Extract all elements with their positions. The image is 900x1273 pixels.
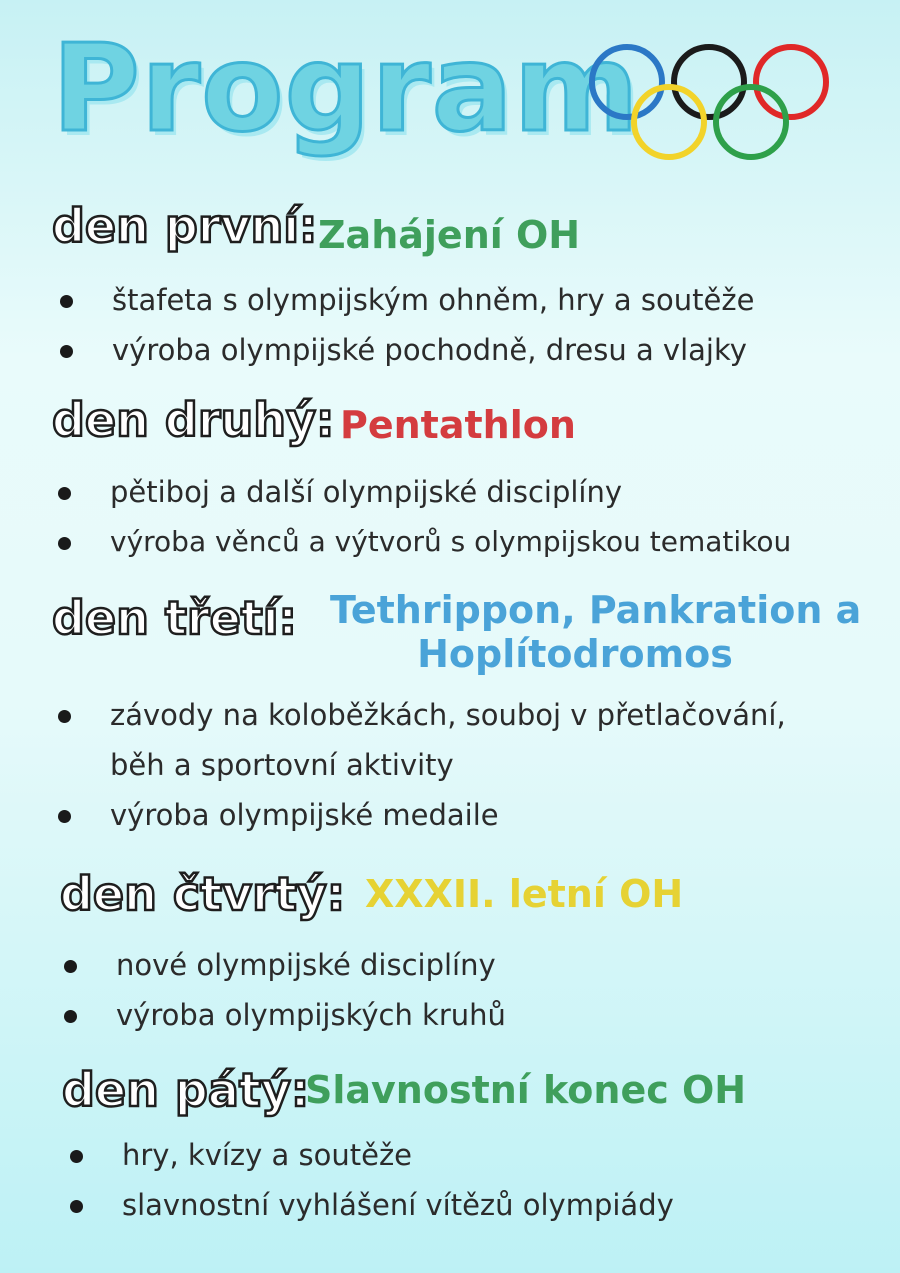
day-4-label: den čtvrtý:	[60, 867, 346, 921]
day-1-theme: Zahájení OH	[318, 213, 581, 257]
list-item: slavnostní vyhlášení vítězů olympiády	[70, 1180, 674, 1230]
day-2-label: den druhý:	[52, 393, 335, 447]
day-5-list	[70, 1130, 674, 1230]
day-3-list	[58, 690, 786, 840]
day-2-list	[58, 467, 791, 567]
list-item: výroba olympijské pochodně, dresu a vlajky	[60, 325, 754, 375]
list-item-line-1: závody na koloběžkách, souboj v přetlačování,	[110, 698, 786, 732]
list-item: štafeta s olympijským ohněm, hry a soutěže	[60, 275, 754, 325]
list-item	[58, 690, 786, 790]
day-5-theme: Slavnostní konec OH	[305, 1068, 747, 1112]
list-item: pětiboj a další olympijské disciplíny	[58, 467, 791, 517]
list-item-line-2: běh a sportovní aktivity	[110, 748, 454, 782]
day-1-list	[60, 275, 754, 375]
list-item: výroba olympijských kruhů	[64, 990, 506, 1040]
day-3-theme	[330, 588, 862, 676]
day-5-label: den pátý:	[62, 1063, 310, 1117]
day-1-label: den první:	[52, 199, 318, 253]
list-item: nové olympijské disciplíny	[64, 940, 506, 990]
day-3-theme-line-2: Hoplítodromos	[417, 632, 733, 676]
list-item: hry, kvízy a soutěže	[70, 1130, 674, 1180]
olympic-rings-icon	[585, 40, 835, 165]
list-item: výroba olympijské medaile	[58, 790, 786, 840]
day-2-theme: Pentathlon	[340, 403, 576, 447]
day-4-theme: XXXII. letní OH	[365, 872, 684, 916]
day-3-theme-line-1: Tethrippon, Pankration a	[330, 588, 862, 632]
list-item: výroba věnců a výtvorů s olympijskou tematikou	[58, 517, 791, 567]
day-4-list	[64, 940, 506, 1040]
day-3-label: den třetí:	[52, 591, 297, 645]
page-title: Program	[52, 20, 640, 159]
